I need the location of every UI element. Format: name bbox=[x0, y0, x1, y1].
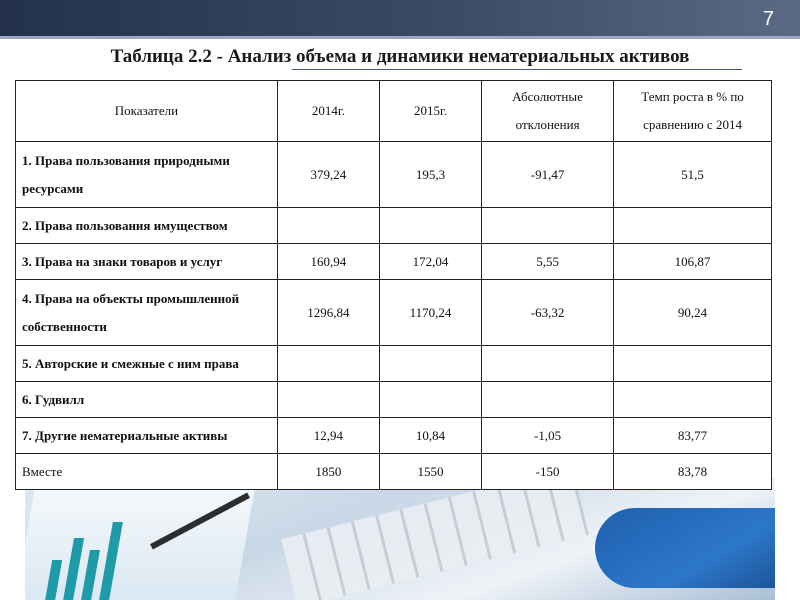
cell-2014: 379,24 bbox=[277, 142, 379, 208]
cell-2015: 10,84 bbox=[379, 418, 481, 454]
header-indicators: Показатели bbox=[16, 81, 278, 142]
table-row bbox=[16, 280, 772, 346]
photo-bar bbox=[63, 538, 84, 600]
cell-2015: 1170,24 bbox=[379, 280, 481, 346]
sleeve-image bbox=[595, 508, 775, 588]
cell-growth: 83,78 bbox=[614, 454, 772, 490]
cell-deviation: -63,32 bbox=[482, 280, 614, 346]
row-label: 6. Гудвилл bbox=[16, 382, 278, 418]
cell-deviation: -1,05 bbox=[482, 418, 614, 454]
header-2015: 2015г. bbox=[379, 81, 481, 142]
cell-2015: 172,04 bbox=[379, 244, 481, 280]
table-row bbox=[16, 244, 772, 280]
row-label: Вместе bbox=[16, 454, 278, 490]
cell-2014 bbox=[277, 346, 379, 382]
cell-2015 bbox=[379, 346, 481, 382]
table-row bbox=[16, 382, 772, 418]
cell-deviation bbox=[482, 382, 614, 418]
header-2014: 2014г. bbox=[277, 81, 379, 142]
row-label: 1. Права пользования природными ресурсами bbox=[16, 142, 278, 208]
row-label: 2. Права пользования имуществом bbox=[16, 208, 278, 244]
photo-bar bbox=[81, 550, 100, 600]
intangible-assets-table bbox=[15, 80, 772, 490]
cell-growth: 83,77 bbox=[614, 418, 772, 454]
cell-deviation: -91,47 bbox=[482, 142, 614, 208]
title-underline bbox=[292, 69, 742, 70]
cell-2014 bbox=[277, 208, 379, 244]
row-label: 7. Другие нематериальные активы bbox=[16, 418, 278, 454]
slide-header-bar bbox=[0, 0, 800, 36]
cell-growth bbox=[614, 382, 772, 418]
cell-growth bbox=[614, 208, 772, 244]
cell-growth: 51,5 bbox=[614, 142, 772, 208]
cell-2015 bbox=[379, 208, 481, 244]
table-row bbox=[16, 142, 772, 208]
chart-paper-image bbox=[25, 488, 255, 600]
cell-growth: 106,87 bbox=[614, 244, 772, 280]
row-label: 3. Права на знаки товаров и услуг bbox=[16, 244, 278, 280]
cell-2014: 1850 bbox=[277, 454, 379, 490]
header-growth-rate: Темп роста в % по сравнению с 2014 bbox=[614, 81, 772, 142]
cell-deviation bbox=[482, 208, 614, 244]
cell-2014: 1296,84 bbox=[277, 280, 379, 346]
cell-deviation: -150 bbox=[482, 454, 614, 490]
cell-deviation: 5,55 bbox=[482, 244, 614, 280]
cell-growth bbox=[614, 346, 772, 382]
row-label: 5. Авторские и смежные с ним права bbox=[16, 346, 278, 382]
photo-bar bbox=[99, 522, 123, 600]
cell-deviation bbox=[482, 346, 614, 382]
keyboard-image bbox=[281, 478, 589, 600]
photo-bar bbox=[45, 560, 62, 600]
table-row bbox=[16, 418, 772, 454]
cell-2015: 1550 bbox=[379, 454, 481, 490]
row-label: 4. Права на объекты промышленной собственности bbox=[16, 280, 278, 346]
slide-number: 7 bbox=[762, 8, 774, 30]
cell-2015 bbox=[379, 382, 481, 418]
table-header-row bbox=[16, 81, 772, 142]
header-absolute-deviation: Абсолютные отклонения bbox=[482, 81, 614, 142]
cell-2015: 195,3 bbox=[379, 142, 481, 208]
table-row bbox=[16, 346, 772, 382]
cell-2014: 12,94 bbox=[277, 418, 379, 454]
cell-growth: 90,24 bbox=[614, 280, 772, 346]
cell-2014 bbox=[277, 382, 379, 418]
header-divider bbox=[0, 36, 800, 39]
table-row bbox=[16, 208, 772, 244]
slide-title: Таблица 2.2 - Анализ объема и динамики нематериальных активов bbox=[110, 46, 690, 67]
cell-2014: 160,94 bbox=[277, 244, 379, 280]
background-photo bbox=[25, 478, 775, 600]
table-total-row bbox=[16, 454, 772, 490]
